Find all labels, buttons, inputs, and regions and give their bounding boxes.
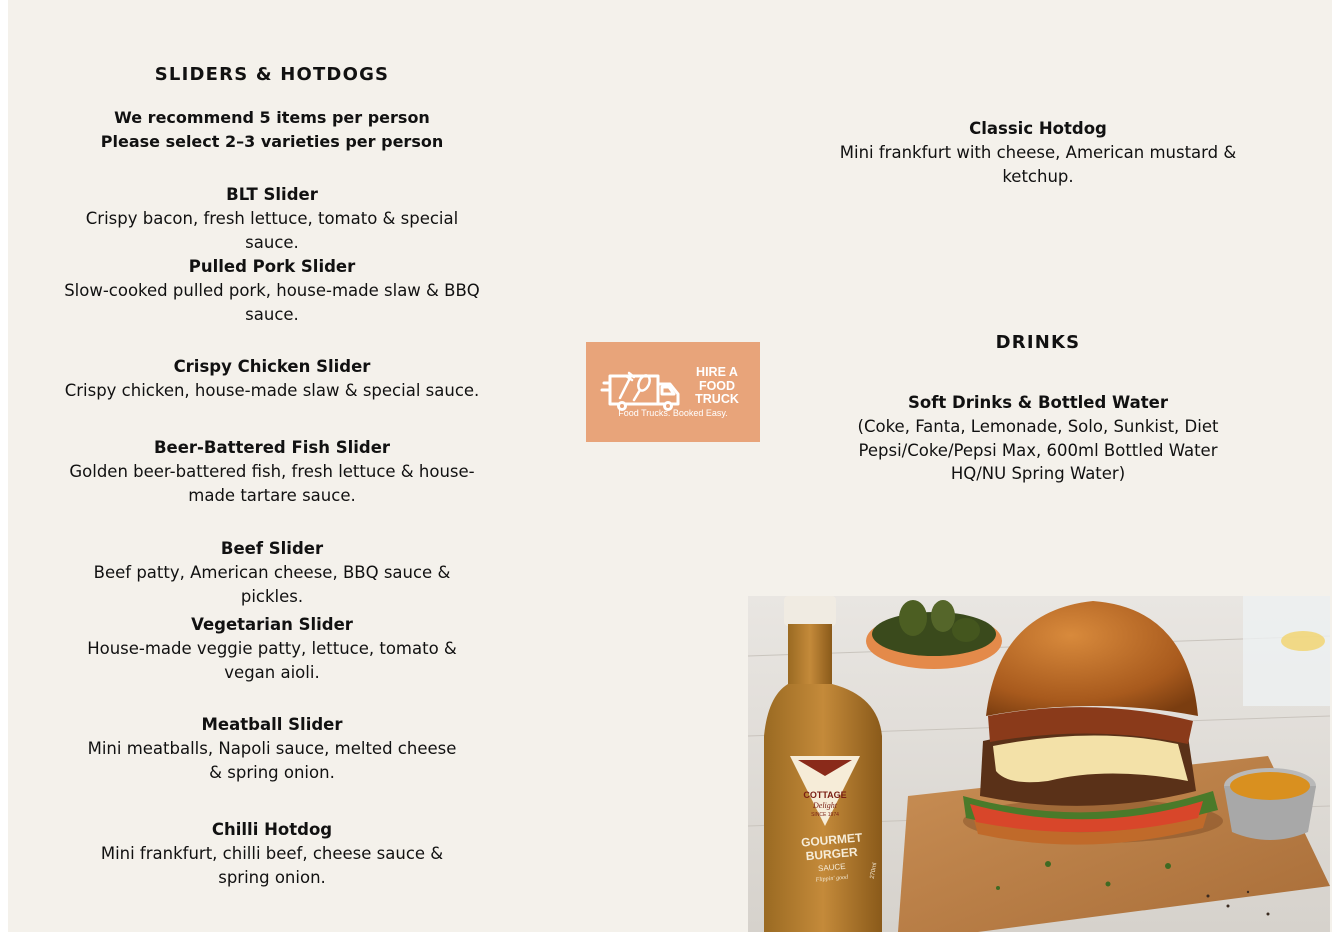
menu-item	[74, 818, 470, 889]
item-description: House-made veggie patty, lettuce, tomato & vegan aioli.	[87, 639, 457, 682]
recommend-line: We recommend 5 items per person	[114, 108, 430, 127]
menu-item	[846, 391, 1230, 486]
item-description: Crispy bacon, fresh lettuce, tomato & special sauce.	[85, 209, 459, 252]
logo-line: HIRE A	[696, 365, 738, 379]
item-name: Chilli Hotdog	[211, 820, 333, 839]
item-name: Beef Slider	[220, 539, 324, 558]
bottle-product: GOURMET	[800, 830, 863, 850]
bottle-product: BURGER	[805, 844, 859, 864]
logo-line: TRUCK	[695, 392, 739, 406]
menu-item	[64, 613, 480, 684]
menu-item	[60, 355, 484, 403]
bottle-product: SAUCE	[817, 861, 846, 874]
hire-a-food-truck-logo	[586, 342, 760, 442]
menu-page	[8, 0, 1332, 932]
menu-item	[64, 255, 480, 326]
select-line: Please select 2–3 varieties per person	[100, 132, 444, 151]
logo-line: FOOD	[698, 378, 736, 393]
item-name: Soft Drinks & Bottled Water	[908, 393, 1168, 412]
item-description: Mini frankfurt with cheese, American mustard & ketchup.	[839, 143, 1237, 186]
item-description: Slow-cooked pulled pork, house-made slaw & BBQ sauce.	[64, 281, 480, 324]
item-name: BLT Slider	[226, 185, 318, 204]
item-name: Beer-Battered Fish Slider	[153, 438, 391, 457]
burger-illustration	[748, 596, 1330, 932]
burger-photo	[748, 596, 1330, 932]
item-description: (Coke, Fanta, Lemonade, Solo, Sunkist, Diet Pepsi/Coke/Pepsi Max, 600ml Bottled Water HQ/NU Spring Water)	[857, 417, 1219, 483]
bottle-brand-script: Delight	[813, 801, 837, 810]
item-description: Mini meatballs, Napoli sauce, melted cheese & spring onion.	[87, 739, 457, 782]
menu-item	[60, 537, 484, 608]
logo-tagline: Food Trucks. Booked Easy.	[618, 408, 728, 418]
bottle-volume: 270ml	[869, 862, 879, 880]
menu-item	[80, 713, 464, 784]
item-name: Vegetarian Slider	[191, 615, 353, 634]
bottle-tagline: Flippin' good	[815, 874, 849, 884]
logo-wordmark	[687, 366, 747, 407]
menu-item	[68, 436, 476, 507]
item-name: Meatball Slider	[201, 715, 343, 734]
bottle-brand: COTTAGE	[803, 790, 847, 800]
item-description: Mini frankfurt, chilli beef, cheese sauce & spring onion.	[100, 844, 444, 887]
item-description: Crispy chicken, house-made slaw & special sauce.	[64, 381, 480, 400]
menu-item	[828, 117, 1248, 188]
menu-item	[60, 183, 484, 254]
item-name: Crispy Chicken Slider	[173, 357, 371, 376]
drinks-section-title: DRINKS	[995, 332, 1081, 353]
bottle-since: SINCE 1974	[811, 812, 839, 818]
item-name: Classic Hotdog	[969, 119, 1107, 138]
item-description: Golden beer-battered fish, fresh lettuce & house-made tartare sauce.	[69, 462, 475, 505]
item-description: Beef patty, American cheese, BBQ sauce & pickles.	[93, 563, 451, 606]
sliders-section-title: SLIDERS & HOTDOGS	[154, 64, 390, 85]
item-name: Pulled Pork Slider	[188, 257, 356, 276]
